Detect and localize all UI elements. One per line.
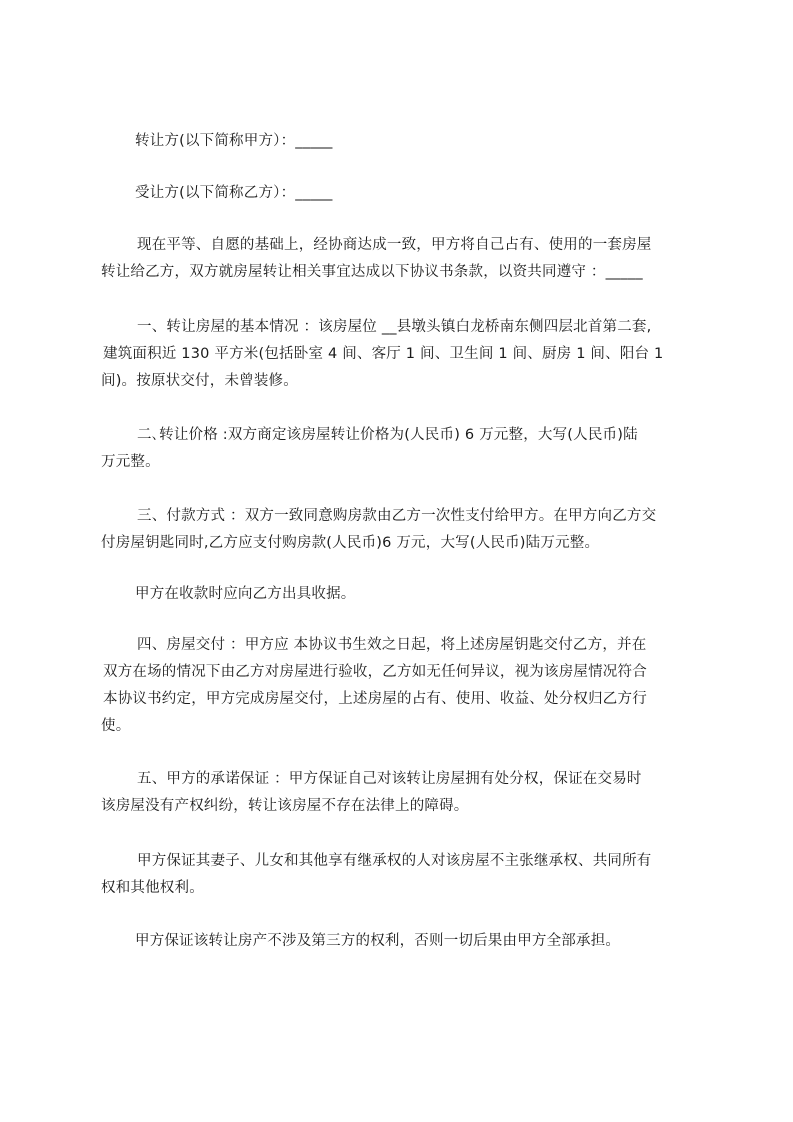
clause-4-line-1: 四、房屋交付 ：甲方应 本协议书生效之日起，将上述房屋钥匙交付乙方，并在 [137,637,647,653]
transferor-line [100,128,712,155]
guarantee-family-line-2: 权和其他权利。 [101,880,204,896]
clause-4-line-2: 双方在场的情况下由乙方对房屋进行验收，乙方如无任何异议，视为该房屋情况符合 [103,664,647,680]
clause-1-paragraph [100,314,712,395]
receipt-text: 甲方在收款时应向乙方出具收据。 [135,586,356,602]
transferee-line [100,180,712,207]
clause-3-line-1: 三、付款方式 ：双方一致同意购房款由乙方一次性支付给甲方。在甲方向乙方交 [137,508,657,524]
clause-4-line-4: 使。 [101,718,131,734]
intro-paragraph [100,232,712,286]
clause-1-line-1: 一、转让房屋的基本情况 ：该房屋位 __县墩头镇白龙桥南东侧四层北首第二套, [137,319,652,335]
clause-4-paragraph [100,632,712,740]
clause-4-line-3: 本协议书约定，甲方完成房屋交付，上述房屋的占有、使用、收益、处分权归乙方行 [103,691,647,707]
clause-3-line-2: 付房屋钥匙同时,乙方应支付购房款(人民币)6 万元，大写(人民币)陆万元整。 [101,535,600,551]
intro-line-1: 现在平等、自愿的基础上，经协商达成一致，甲方将自己占有、使用的一套房屋 [137,237,652,253]
clause-1-line-3: 间)。按原状交付，未曾装修。 [101,373,298,389]
guarantee-family-line-1: 甲方保证其妻子、儿女和其他享有继承权的人对该房屋不主张继承权、共同所有 [137,853,652,869]
clause-5-paragraph [100,766,712,820]
receipt-line [100,581,712,608]
guarantee-third-party-line [100,928,712,955]
clause-2-paragraph [100,422,712,476]
transferee-text: 受让方(以下简称乙方）：_____ [135,185,333,201]
clause-5-line-1: 五、甲方的承诺保证 ：甲方保证自己对该转让房屋拥有处分权，保证在交易时 [137,771,642,787]
transferor-text: 转让方(以下简称甲方）：_____ [135,133,333,149]
clause-1-line-2: 建筑面积近 130 平方米(包括卧室 4 间、客厅 1 间、卫生间 1 间、厨房 1 间、阳台 1 [103,346,664,362]
clause-3-paragraph [100,503,712,557]
guarantee-family-paragraph [100,848,712,902]
intro-line-2: 转让给乙方，双方就房屋转让相关事宜达成以下协议书条款，以资共同遵守 ：_____ [101,264,643,280]
guarantee-third-party-text: 甲方保证该转让房产不涉及第三方的权利，否则一切后果由甲方全部承担。 [135,933,621,949]
clause-2-line-1: 二､转让价格 :双方商定该房屋转让价格为(人民币) 6 万元整，大写(人民币)陆 [137,427,638,443]
clause-2-line-2: 万元整。 [101,454,160,470]
clause-5-line-2: 该房屋没有产权纠纷，转让该房屋不存在法律上的障碍。 [101,798,469,814]
